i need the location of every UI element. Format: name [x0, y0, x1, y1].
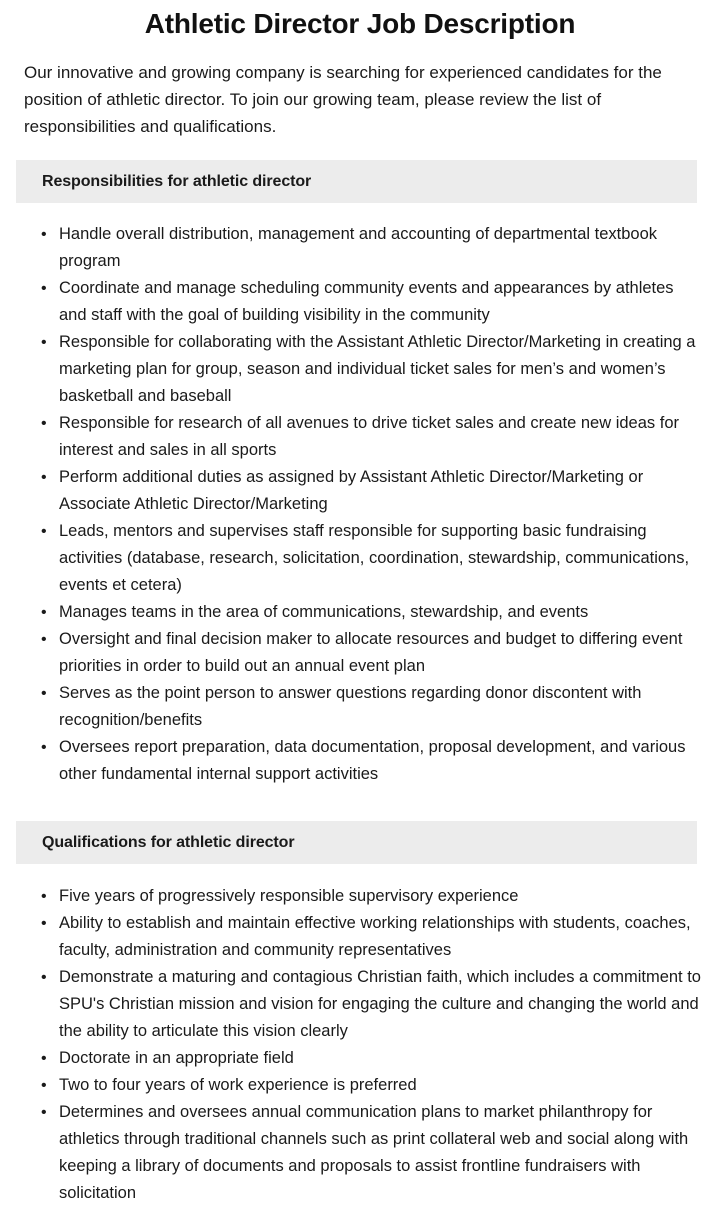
section-header-responsibilities	[16, 160, 697, 203]
page-title: Athletic Director Job Description	[144, 8, 576, 39]
list-item: • Responsible for collaborating with the Assistant Athletic Director/Marketing in creating a marketing plan for group, season and individual ticket sales for men’s and women’s basketball and baseball	[0, 329, 696, 410]
intro-paragraph: Our innovative and growing company is searching for experienced candidates for the position of athletic director. To join our growing team, please review the list of responsibilities and qualifications.	[24, 63, 662, 136]
list-item: • Ability to establish and maintain effective working relationships with students, coaches, faculty, administration and community representatives	[0, 910, 702, 964]
list-item: • Serves as the point person to answer questions regarding donor discontent with recognition/benefits	[0, 680, 696, 734]
section-heading-label: Qualifications for athletic director	[42, 834, 295, 851]
list-item: • Doctorate in an appropriate field	[0, 1045, 702, 1072]
section-responsibilities	[0, 160, 720, 788]
section-qualifications	[0, 821, 720, 1207]
list-item: • Handle overall distribution, management and accounting of departmental textbook program	[0, 221, 696, 275]
list-item: • Responsible for research of all avenues to drive ticket sales and create new ideas for interest and sales in all sports	[0, 410, 696, 464]
list-item: • Demonstrate a maturing and contagious Christian faith, which includes a commitment to SPU's Christian mission and vision for engaging the culture and changing the world and the ability to articulate this vision clearly	[0, 964, 702, 1045]
list-item: • Determines and oversees annual communication plans to market philanthropy for athletics through traditional channels such as print collateral web and social along with keeping a library of documents and proposals to assist frontline fundraisers with solicitation	[0, 1099, 702, 1207]
responsibilities-list	[0, 203, 720, 788]
list-item: • Five years of progressively responsible supervisory experience	[0, 883, 702, 910]
list-item: • Manages teams in the area of communications, stewardship, and events	[0, 599, 696, 626]
list-item: • Two to four years of work experience is preferred	[0, 1072, 702, 1099]
qualifications-list	[0, 864, 720, 1207]
list-item: • Coordinate and manage scheduling community events and appearances by athletes and staff with the goal of building visibility in the community	[0, 275, 696, 329]
list-item: • Oversight and final decision maker to allocate resources and budget to differing event priorities in order to build out an annual event plan	[0, 626, 696, 680]
section-header-qualifications	[16, 821, 697, 864]
section-heading-label: Responsibilities for athletic director	[42, 173, 312, 190]
list-item: • Leads, mentors and supervises staff responsible for supporting basic fundraising activities (database, research, solicitation, coordination, stewardship, communications, events et cetera)	[0, 518, 696, 599]
bottom-spacer	[0, 1207, 720, 1223]
list-item: • Perform additional duties as assigned by Assistant Athletic Director/Marketing or Associate Athletic Director/Marketing	[0, 464, 696, 518]
list-item: • Oversees report preparation, data documentation, proposal development, and various other fundamental internal support activities	[0, 734, 696, 788]
